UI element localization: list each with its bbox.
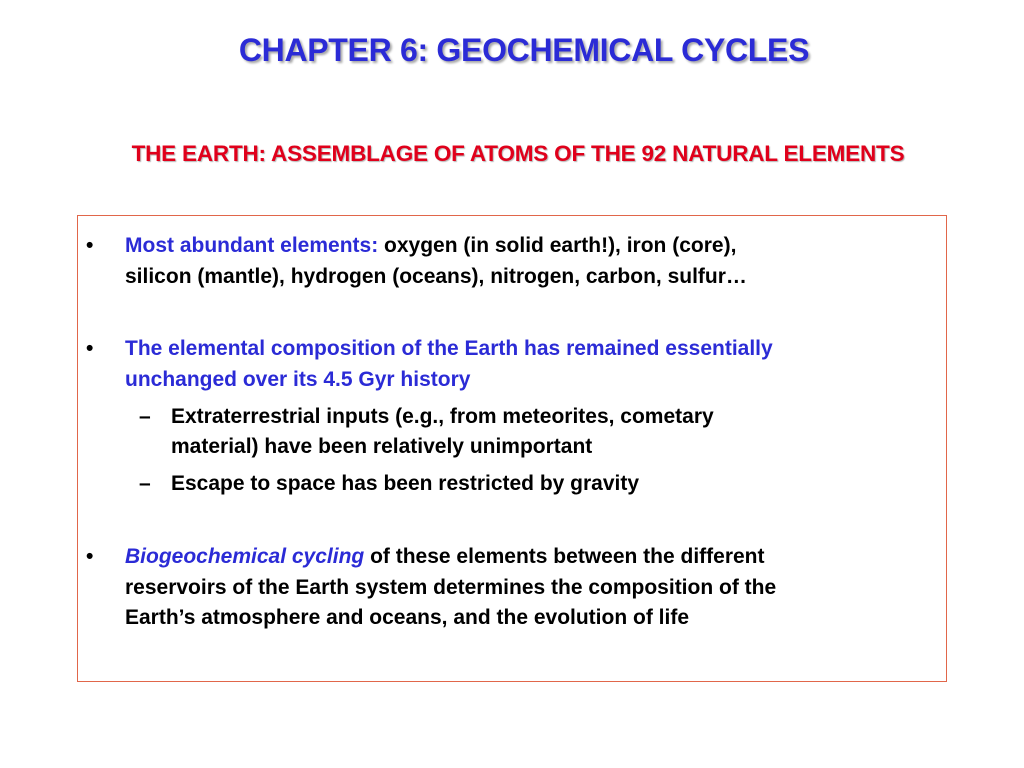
sub-bullet-marker: – [139, 405, 151, 428]
bullet-abundant-elements-rest: oxygen (in solid earth!), iron (core), [378, 234, 737, 257]
bullet-biogeochemical-line3: Earth’s atmosphere and oceans, and the evolution of life [125, 606, 689, 629]
sub-bullet-extraterrestrial-line2: material) have been relatively unimportant [171, 435, 593, 458]
bullet-abundant-elements-line1 [125, 230, 935, 261]
bullet-marker: • [86, 337, 94, 360]
slide-subtitle: THE EARTH: ASSEMBLAGE OF ATOMS OF THE 92 NATURAL ELEMENTS [131, 141, 905, 166]
bullet-elemental-composition-line2: unchanged over its 4.5 Gyr history [125, 368, 471, 391]
bullet-biogeochemical-line2: reservoirs of the Earth system determines the composition of the [125, 576, 777, 599]
bullet-biogeochemical-line1 [125, 541, 935, 572]
bullet-abundant-elements-lead: Most abundant elements: [125, 234, 379, 257]
bullet-abundant-elements-line2: silicon (mantle), hydrogen (oceans), nitrogen, carbon, sulfur… [125, 265, 747, 288]
sub-bullet-escape: Escape to space has been restricted by gravity [171, 472, 640, 495]
sub-bullet-marker: – [139, 472, 151, 495]
bullet-biogeochemical-lead: Biogeochemical cycling [125, 545, 365, 568]
bullet-marker: • [86, 234, 94, 257]
bullet-elemental-composition-line1: The elemental composition of the Earth has remained essentially [125, 337, 773, 360]
bullet-marker: • [86, 545, 94, 568]
bullet-biogeochemical-rest: of these elements between the different [364, 545, 765, 568]
sub-bullet-extraterrestrial-line1: Extraterrestrial inputs (e.g., from meteorites, cometary [171, 405, 714, 428]
slide-title: CHAPTER 6: GEOCHEMICAL CYCLES [238, 32, 810, 68]
